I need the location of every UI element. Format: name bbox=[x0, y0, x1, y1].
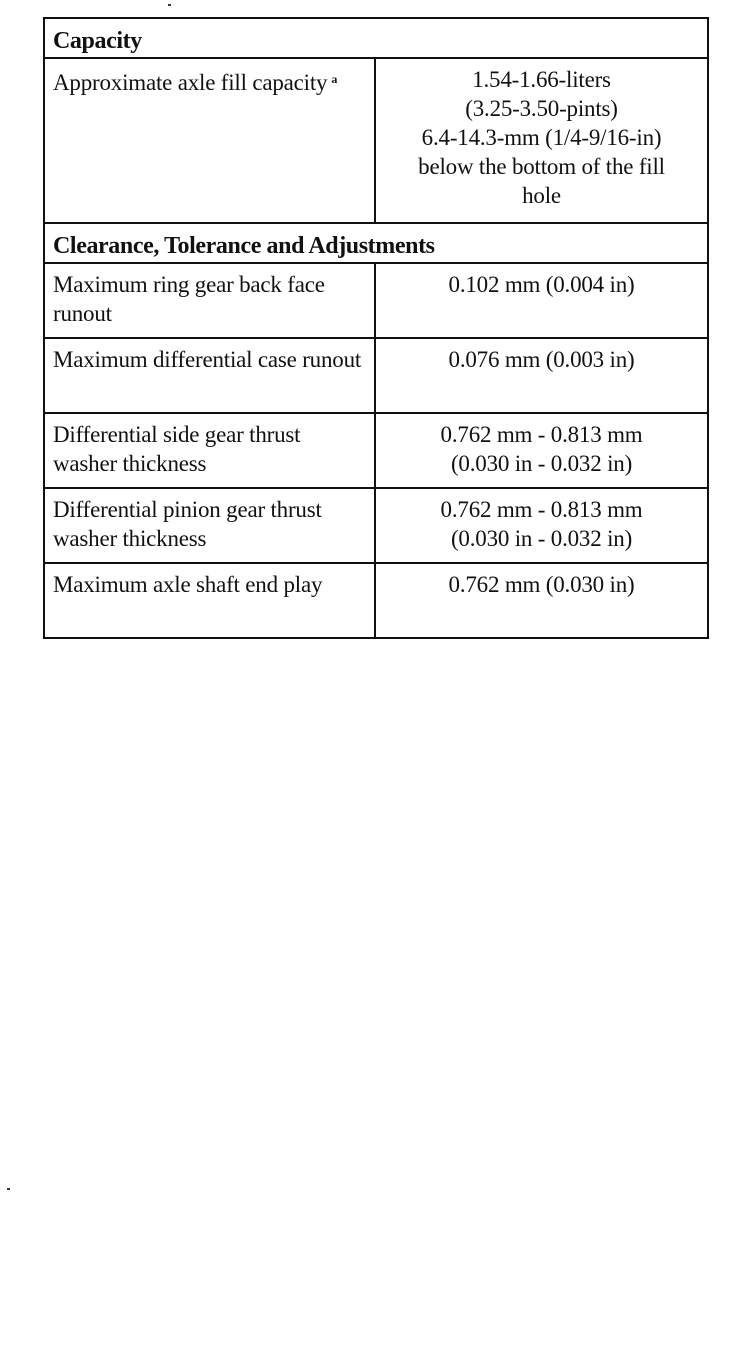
clearance-section-header bbox=[44, 223, 708, 263]
capacity-section-header bbox=[44, 18, 708, 58]
spec-value-line: (3.25-3.50-pints) bbox=[465, 96, 618, 121]
spec-value-line: (0.030 in - 0.032 in) bbox=[450, 526, 633, 551]
spec-value-line: 6.4-14.3-mm (1/4-9/16-in) bbox=[421, 125, 662, 150]
spec-label: Maximum differential case runout bbox=[44, 338, 375, 413]
spec-value-line: 0.762 mm - 0.813 mm bbox=[440, 422, 643, 447]
table-row bbox=[44, 488, 708, 563]
spec-value bbox=[375, 338, 708, 413]
scan-speck bbox=[7, 1188, 10, 1190]
table-row bbox=[44, 58, 708, 223]
spec-value-line: hole bbox=[522, 183, 561, 208]
spec-value-line: 0.762 mm (0.030 in) bbox=[448, 572, 635, 597]
scan-speck bbox=[168, 4, 171, 6]
spec-label: Maximum axle shaft end play bbox=[44, 563, 375, 638]
spec-value-line: (0.030 in - 0.032 in) bbox=[450, 451, 633, 476]
section-heading: Capacity bbox=[44, 18, 708, 58]
spec-value bbox=[375, 58, 708, 223]
spec-value-line: 0.076 mm (0.003 in) bbox=[448, 347, 635, 372]
spec-label bbox=[44, 58, 375, 223]
table-row bbox=[44, 413, 708, 488]
spec-label: Differential pinion gear thrust washer thickness bbox=[44, 488, 375, 563]
section-heading: Clearance, Tolerance and Adjustments bbox=[44, 223, 708, 263]
spec-value bbox=[375, 563, 708, 638]
spec-value bbox=[375, 413, 708, 488]
table-row bbox=[44, 263, 708, 338]
spec-value bbox=[375, 488, 708, 563]
spec-value-line: 0.102 mm (0.004 in) bbox=[448, 272, 635, 297]
spec-label: Differential side gear thrust washer thickness bbox=[44, 413, 375, 488]
specification-table bbox=[43, 17, 709, 639]
table-row bbox=[44, 563, 708, 638]
spec-label-text: Approximate axle fill capacity bbox=[53, 70, 328, 95]
spec-value-line: 1.54-1.66-liters bbox=[472, 67, 611, 92]
spec-value bbox=[375, 263, 708, 338]
spec-value-line: 0.762 mm - 0.813 mm bbox=[440, 497, 643, 522]
spec-label: Maximum ring gear back face runout bbox=[44, 263, 375, 338]
table-row bbox=[44, 338, 708, 413]
footnote-marker: a bbox=[331, 72, 338, 86]
spec-value-line: below the bottom of the fill bbox=[418, 154, 665, 179]
